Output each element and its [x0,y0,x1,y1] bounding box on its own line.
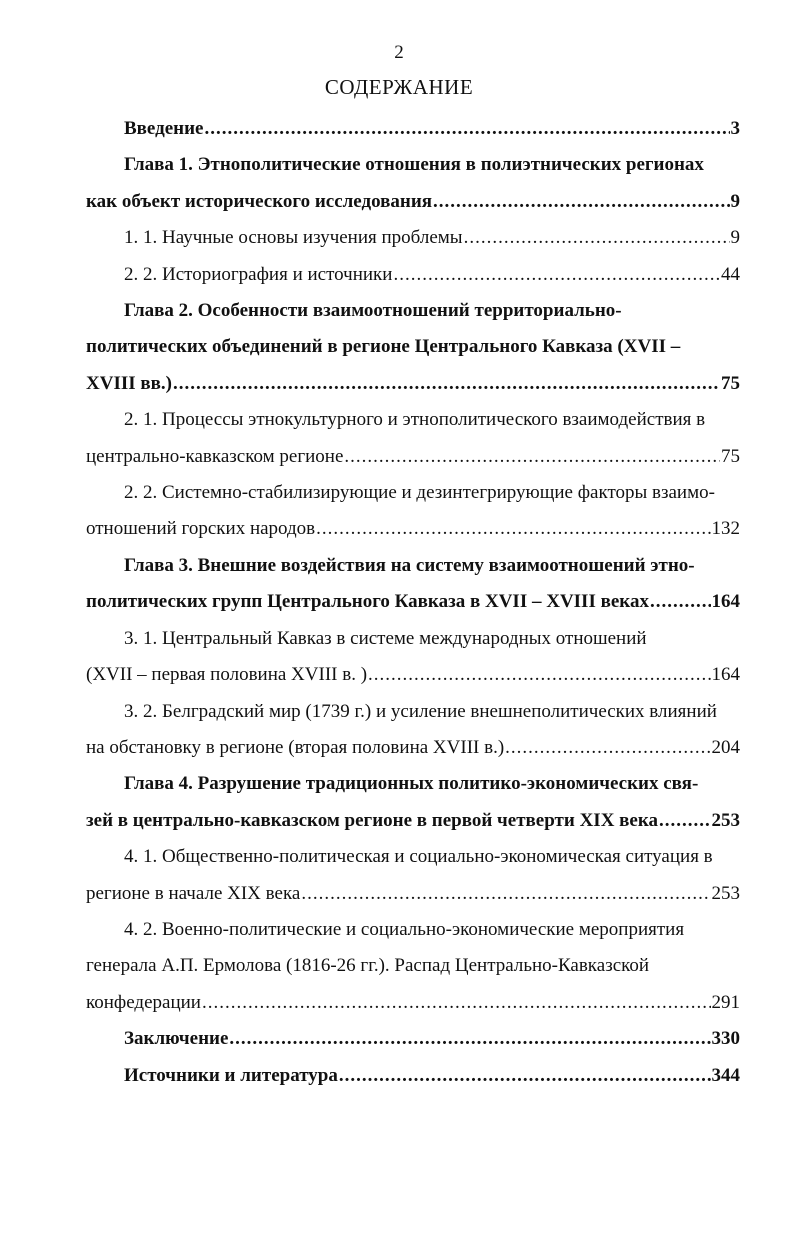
toc-entry-text: генерала А.П. Ермолова (1816-26 гг.). Распад Центрально-Кавказской [86,955,650,977]
toc-entry-section-2-2 [86,257,740,293]
toc-entry-text: 2. 2. Системно-стабилизирующие и дезинтегрирующие факторы взаимо- [124,482,715,504]
toc-entry-text: Глава 3. Внешние воздействия на систему взаимоотношений этно- [124,554,695,576]
toc-entry-text: на обстановку в регионе (вторая половина XVIII в.) [86,736,505,758]
toc-page-number: 344 [711,1064,740,1086]
leader-dots [344,439,720,475]
toc-page-number: 9 [730,190,740,212]
toc-entry-text: Заключение [124,1028,229,1050]
leader-dots [173,366,720,402]
toc-entry-text: Глава 2. Особенности взаимоотношений территориально- [124,300,622,322]
toc-page-number: 3 [730,118,740,139]
leader-dots [368,657,710,693]
toc-entry-text: зей в центрально-кавказском регионе в первой четверти XIX века [86,809,659,831]
toc-entry-sources [86,1058,740,1094]
toc-page-number: 75 [721,372,740,394]
toc-page-number: 291 [711,991,740,1013]
toc-entry-section-3-1 [86,621,740,694]
toc-entry-text: 2. 2. Историография и источники [124,263,393,285]
leader-dots [205,111,730,147]
toc-page-number: 330 [711,1028,740,1050]
toc-entry-text: 2. 1. Процессы этнокультурного и этнополитического взаимодействия в [124,409,706,431]
toc-entry-text: (XVII – первая половина XVIII в. ) [86,664,368,686]
leader-dots [659,803,710,839]
toc-entry-text: 4. 1. Общественно-политическая и социально-экономическая ситуация в [124,846,713,868]
toc-page-number: 253 [711,882,740,904]
toc-entry-text: 4. 2. Военно-политические и социально-экономические мероприятия [124,918,685,940]
toc-entry-text: отношений горских народов [86,518,316,540]
toc-entry-chapter-2 [86,293,740,402]
leader-dots [202,985,711,1021]
toc-entry-text: 3. 1. Центральный Кавказ в системе международных отношений [124,627,647,649]
toc-page-number: 132 [711,518,740,540]
toc-page-number: 164 [711,591,740,613]
toc-entry-chapter-3 [86,548,740,621]
toc-entry-introduction [86,111,740,147]
toc-entry-text: 1. 1. Научные основы изучения проблемы [124,227,463,249]
leader-dots [433,184,729,220]
table-of-contents [86,111,740,1094]
toc-entry-text: Источники и литература [124,1064,338,1086]
toc-entry-conclusion [86,1021,740,1057]
leader-dots [464,220,730,256]
leader-dots [393,257,720,293]
toc-entry-text: политических групп Центрального Кавказа в XVII – XVIII веках [86,591,649,613]
toc-page-number: 75 [721,445,740,467]
toc-entry-section-2-1 [86,402,740,475]
toc-title: СОДЕРЖАНИЕ [324,75,474,99]
toc-entry-text: Глава 4. Разрушение традиционных политико-экономических свя- [124,773,699,795]
toc-entry-text: XVIII вв.) [86,372,172,394]
toc-entry-text: центрально-кавказском регионе [86,445,344,467]
leader-dots [505,730,710,766]
toc-page-number: 44 [721,263,740,285]
toc-entry-text: Глава 1. Этнополитические отношения в полиэтнических регионах [124,154,704,176]
toc-entry-section-1-1 [86,220,740,256]
toc-page-number: 9 [730,227,740,249]
toc-page-number: 164 [711,664,740,686]
toc-entry-text: конфедерации [86,991,201,1013]
toc-entry-section-2-2b [86,475,740,548]
toc-page-number: 253 [711,809,740,831]
leader-dots [650,584,711,620]
leader-dots [316,511,710,547]
toc-entry-section-4-1 [86,839,740,912]
toc-entry-text: Введение [124,118,204,139]
toc-entry-text: 3. 2. Белградский мир (1739 г.) и усиление внешнеполитических влияний [124,700,717,722]
toc-entry-chapter-4 [86,766,740,839]
leader-dots [229,1021,710,1057]
toc-entry-chapter-1 [86,147,740,220]
leader-dots [339,1058,711,1094]
toc-entry-text: политических объединений в регионе Центрального Кавказа (XVII – [86,336,681,358]
toc-entry-text: как объект исторического исследования [86,190,433,212]
toc-entry-text: регионе в начале XIX века [86,882,301,904]
leader-dots [301,876,710,912]
toc-entry-section-4-2 [86,912,740,1021]
toc-entry-section-3-2 [86,694,740,767]
page-number: 2 [394,42,404,63]
toc-page-number: 204 [711,736,740,758]
